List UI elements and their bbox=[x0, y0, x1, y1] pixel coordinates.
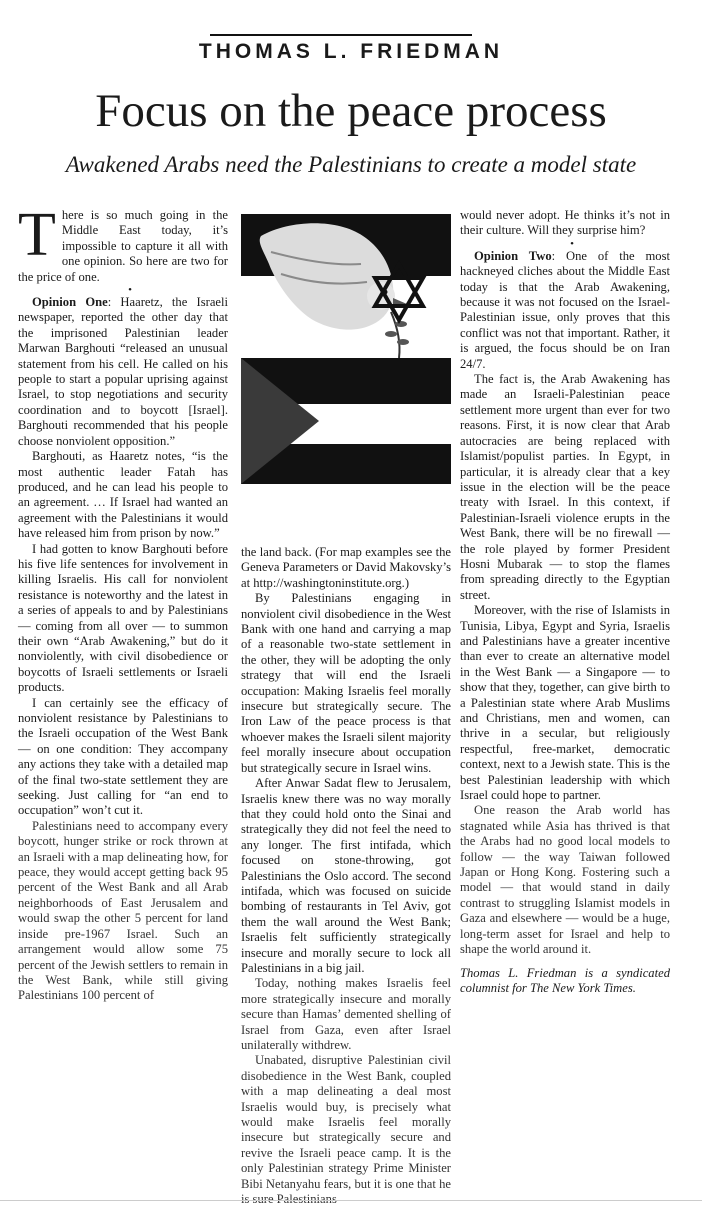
paragraph: I had gotten to know Barghouti before his five life sentences for involvement in killing Israelis. His call for nonviolent resistance is noteworthy and the latest in a series of appeals to and by Palestinians — coming from all over — to summon their own “Arab Awakening,” but do it nonviolently, with civil disobedience or boycotts of Israeli settlements or Israeli products. bbox=[18, 541, 228, 695]
dek-subheadline: Awakened Arabs need the Palestinians to create a model state bbox=[65, 152, 637, 177]
paragraph: Unabated, disruptive Palestinian civil disobedience in the West Bank, coupled with a map delineating a deal most Israelis would buy, is precisely what would make Israelis feel morally insecure but strategically secure and revive the Israeli peace camp. It is the only Palestinian strategy Prime Minister Bibi Netanyahu fears, but it is one that he bbox=[241, 1053, 451, 1191]
section-lead: Opinion One bbox=[32, 295, 108, 310]
paragraph: One reason the Arab world has stagnated while Asia has thrived is that the Arabs had no good local models to follow — the way Taiwan followed Japan or Hong Kong. Fostering such a model — that would stand in daily contrast to struggling Islamist models in Gaza and elsewhere — would be a huge, long-term asset for Israel and help to shape the world around it. bbox=[460, 803, 670, 957]
paragraph: By Palestinians engaging in nonviolent civil disobedience in the West Bank with one hand and carrying a map of a reasonable two-state settlement in the other, they will be adopting the only strategy that will end the Israeli occupation: Making Israelis feel morally insecure but strategically secure. The Iron Law of the peace process is that whoever makes the Israeli silent majority feel morally insecure about occupation but strategically secure in Israel wins. bbox=[241, 591, 451, 775]
section-bullet: • bbox=[128, 284, 132, 297]
paragraph bbox=[460, 249, 670, 372]
bottom-rule bbox=[0, 1200, 702, 1201]
drop-cap: T bbox=[18, 201, 56, 269]
paragraph-text: : Haaretz, the Israeli newspaper, reported the other day that the imprisoned Palestinian leader Marwan Barghouti “released an unusual statement from his cell. He called on his people to start a popular uprising against Israel, to stop negotiations and security coordination and to boycott [Israel]. Barghouti recommended that his people choose nonviolent opposition.” bbox=[18, 295, 228, 448]
paragraph: would never adopt. He thinks it’s not in their culture. Will they surprise him? bbox=[460, 208, 670, 238]
paragraph-text: here is so much going in the Middle East today, it’s impossible to capture it all with one opinion. So here are two for the price of one. bbox=[18, 208, 228, 284]
author-credit: Thomas L. Friedman is a syndicated columnist for The New York Times. bbox=[460, 965, 670, 995]
paragraph: the land back. (For map examples see the Geneva Parameters or David Makovsky’s at http://washingtoninstitute.org.) bbox=[241, 545, 451, 590]
paragraph bbox=[18, 201, 228, 285]
paragraph: Palestinians need to accompany every boycott, hunger strike or rock thrown at an Israeli with a map delineating how, for peace, they would accept getting back 95 percent of the West Bank and all Arab neighborhoods of East Jerusalem and would swap the other 5 percent for land inside pre-1967 Israel. Such an arrangement would allow some 75 percent of the Jewish settlers to remain in the West Bank, while still giving Palestinians 100 percent of bbox=[18, 818, 228, 1003]
section-lead: Opinion Two bbox=[474, 248, 552, 263]
paragraph: The fact is, the Arab Awakening has made an Israeli-Palestinian peace settlement more urgent than ever for two reasons. First, it is now clear that Arab autocracies are being replaced with Islamist/populist parties. In Egypt, in particular, it is already clear that a key issue in the election will be the peace treaty with Israel. In this context, if Palestinian-Israeli violence erupts in the West Bank, there will be no firewall — the role played by former President Hosni Mubarak — to stop the flames from spreading directly to the Egyptian street. bbox=[460, 372, 670, 602]
dove-star-flag-illustration bbox=[241, 208, 451, 544]
section-bullet: • bbox=[570, 237, 574, 250]
paragraph: Today, nothing makes Israelis feel more strategically insecure and morally secure than Hamas’ demented shelling of Israel from Gaza, even after Israel unilaterally withdrew. bbox=[241, 976, 451, 1052]
paragraph-text: : One of the most hackneyed cliches about the Middle East today is that the Arab Awakening, because it was not focused on the Israel-Palestinian issue, only proves that this conflict was not that important. Rather, it is argued, the focus should be on Iran 24/7. bbox=[460, 248, 670, 371]
byline: THOMAS L. FRIEDMAN bbox=[198, 40, 504, 63]
headline: Focus on the peace process bbox=[95, 85, 607, 137]
paragraph: I can certainly see the efficacy of nonviolent resistance by Palestinians to the Israeli occupation of the West Bank — on one condition: They accompany any actions they take with a detailed map of the final two-state settlement they are seeking. Just calling for “an end to occupation” won’t cut it. bbox=[18, 695, 228, 818]
top-rule bbox=[210, 34, 472, 36]
paragraph: Moreover, with the rise of Islamists in Tunisia, Libya, Egypt and Syria, Israelis and Palestinians have a greater incentive than ever to create an alternative model in the West Bank — a Singapore — to show that they, together, can give birth to a Palestinian state where Arab Muslims and Christians, men and women, can thrive in a secular, but religiously respectful, free-market, democratic context, next to a Jewish state. This is the best Palestinian leadership with which Israel could hope to partner. bbox=[460, 603, 670, 803]
paragraph bbox=[18, 295, 228, 449]
paragraph: After Anwar Sadat flew to Jerusalem, Israelis knew there was no way morally that they could hold onto the Sinai and strategically they did not feel the need to any longer. The first intifada, which focused on stone-throwing, got Palestinians the Oslo accord. The second intifada, which was focused on suicide bombing of restaurants in Tel Aviv, got them the wall around the West Bank; Israelis felt sufficiently strategically insecure and morally secure to lock all Palestinians in a big jail. bbox=[241, 776, 451, 975]
column-2 bbox=[241, 545, 451, 1207]
column-1 bbox=[18, 201, 228, 1004]
paragraph: Barghouti, as Haaretz notes, “is the most authentic leader Fatah has produced, and he can lead his people to an agreement. … If Israel had wanted an agreement with the Palestinians it would have released him from prison by now.” bbox=[18, 449, 228, 541]
column-3 bbox=[460, 208, 670, 996]
